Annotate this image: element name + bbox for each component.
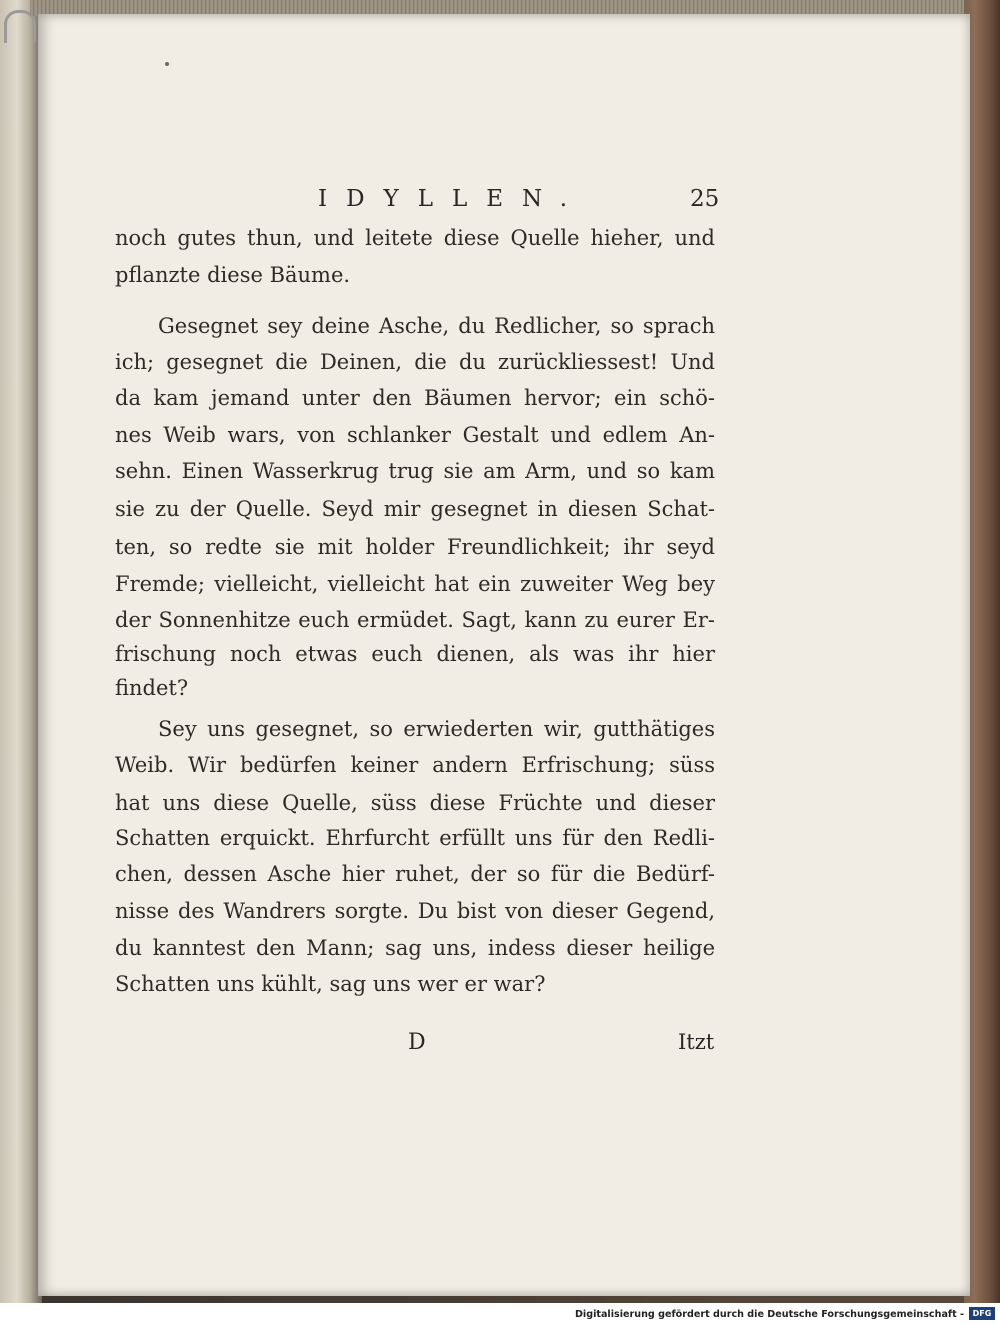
text-line: Sey uns gesegnet, so erwiederten wir, gutthätiges: [158, 717, 715, 741]
text-line: Schatten erquickt. Ehrfurcht erfüllt uns für den Redli-: [115, 826, 715, 850]
page-speck: [165, 62, 169, 66]
text-line: pflanzte diese Bäume.: [115, 263, 351, 287]
text-line: sehn. Einen Wasserkrug trug sie am Arm, und so kam: [115, 459, 715, 483]
text-line: Schatten uns kühlt, sag uns wer er war?: [115, 972, 546, 996]
text-line: hat uns diese Quelle, süss diese Früchte und dieser: [115, 791, 715, 815]
running-head: IDYLLEN.: [318, 186, 587, 212]
text-line: da kam jemand unter den Bäumen hervor; ein schö-: [115, 386, 715, 410]
text-line: du kanntest den Mann; sag uns, indess dieser heilige: [115, 936, 715, 960]
text-line: findet?: [115, 676, 189, 700]
text-line: ten, so redte sie mit holder Freundlichkeit; ihr seyd: [115, 535, 715, 559]
text-line: noch gutes thun, und leitete diese Quelle hieher, und: [115, 226, 715, 250]
book-edge-left: [0, 0, 42, 1303]
text-line: sie zu der Quelle. Seyd mir gesegnet in diesen Schat-: [115, 497, 715, 521]
text-line: der Sonnenhitze euch ermüdet. Sagt, kann zu eurer Er-: [115, 608, 715, 632]
funding-credit: Digitalisierung gefördert durch die Deutsche Forschungsgemeinschaft -: [574, 1309, 964, 1320]
catchword: Itzt: [678, 1030, 715, 1054]
text-line: ich; gesegnet die Deinen, die du zurückliessest! Und: [115, 350, 715, 374]
text-line: Gesegnet sey deine Asche, du Redlicher, so sprach: [158, 314, 715, 338]
text-line: nes Weib wars, von schlanker Gestalt und edlem An-: [115, 423, 715, 447]
dfg-logo: DFG: [969, 1307, 995, 1320]
signature-mark: D: [408, 1030, 426, 1055]
text-line: frischung noch etwas euch dienen, als was ihr hier: [115, 642, 715, 666]
text-line: Fremde; vielleicht, vielleicht hat ein zuweiter Weg bey: [115, 572, 715, 596]
text-line: chen, dessen Asche hier ruhet, der so für die Bedürf-: [115, 862, 715, 886]
text-line: Weib. Wir bedürfen keiner andern Erfrischung; süss: [115, 753, 715, 777]
text-line: nisse des Wandrers sorgte. Du bist von dieser Gegend,: [115, 899, 715, 923]
page-number: 25: [690, 186, 720, 212]
